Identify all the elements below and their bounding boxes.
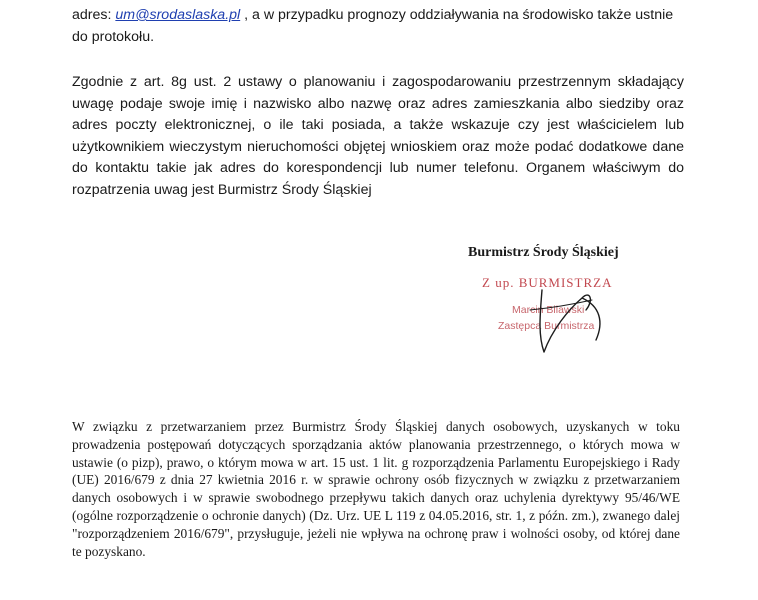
address-paragraph (72, 5, 692, 48)
email-link[interactable]: um@srodaslaska.pl (115, 7, 241, 23)
stamp-authority-line: Z up. BURMISTRZA (482, 275, 613, 290)
signer-title: Burmistrz Środy Śląskiej (468, 245, 619, 260)
stamp-name-line: Marcin Bilawski (512, 304, 585, 316)
handwritten-signature (470, 270, 670, 360)
signature-stamp (470, 270, 670, 360)
address-prefix: adres: (72, 7, 116, 23)
address-suffix: , a w przypadku prognozy oddziaływania na środowisko także ustnie do protokołu. (72, 7, 674, 45)
stamp-position-line: Zastępca Burmistrza (498, 320, 595, 332)
legal-basis-paragraph: Zgodnie z art. 8g ust. 2 ustawy o planowaniu i zagospodarowaniu przestrzennym składający uwagę podaje swoje imię i nazwisko albo nazwę oraz adres zamieszkania albo siedziby oraz adres poczty elektronicznej, o ile taki posiada, a także wskazuje czy jest właścicielem lub użytkownikiem wieczystym nieruchomości objętej wnioskiem oraz może podać dodatkowe dane do kontaktu takie jak adres do korespondencji lub numer telefonu. Organem właściwym do rozpatrzenia uwag jest Burmistrz Środy Śląskiej (72, 74, 684, 198)
gdpr-notice-paragraph: W związku z przetwarzaniem przez Burmistrz Środy Śląskiej danych osobowych, uzyskanych w toku prowadzenia postępowań dotyczących sporządzania aktów planowania przestrzennego, o których mowa w ustawie (o pizp), prawo, o którym mowa w art. 15 ust. 1 lit. g rozporządzenia Parlamentu Europejskiego i Rady (UE) 2016/679 z dnia 27 kwietnia 2016 r. w sprawie ochrony osób fizycznych w związku z przetwarzaniem danych osobowych i w sprawie swobodnego przepływu takich danych oraz uchylenia dyrektywy 95/46/WE (ogólne rozporządzenie o ochronie danych) (Dz. Urz. UE L 119 z 04.05.2016, str. 1, z późn. zm.), zwanego dalej "rozporządzeniem 2016/679", przysługuje, jeżeli nie wpływa na ochronę praw i wolności osoby, od której dane te pozyskano. (72, 419, 680, 559)
